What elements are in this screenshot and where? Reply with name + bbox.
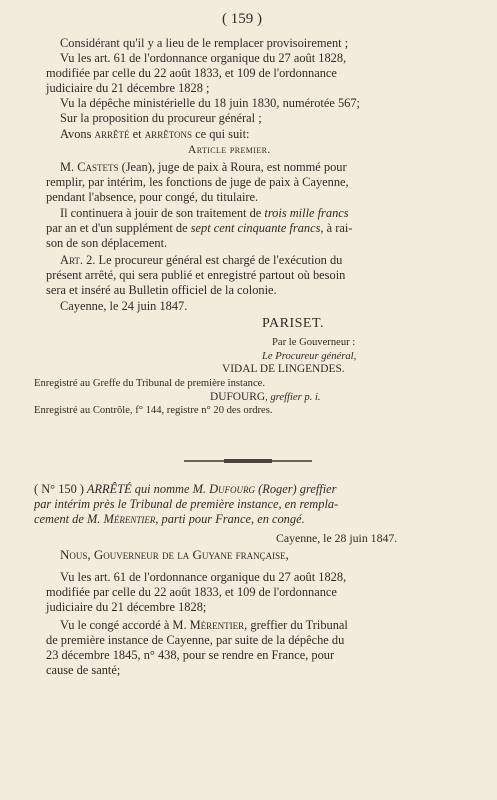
date-line: Cayenne, le 24 juin 1847. — [60, 299, 188, 313]
arrete-title: cement de M. Mérentier, parti pour France, en congé. — [34, 512, 305, 526]
text-line: Art. 2. Le procureur général est chargé de l'exécution du — [60, 253, 343, 267]
nous-line: Nous, Gouverneur de la Guyane française, — [60, 547, 289, 562]
text-line: Vu la dépêche ministérielle du 18 juin 1830, numérotée 567; — [60, 96, 360, 110]
arrete-title: ( N° 150 ) ARRÊTÉ qui nomme M. Dufourg (Roger) greffier — [34, 482, 337, 496]
enregistrement-controle: Enregistré au Contrôle, f° 144, registre n° 20 des ordres. — [34, 405, 273, 416]
text-line: judiciaire du 21 décembre 1828; — [46, 600, 207, 614]
text-line: judiciaire du 21 décembre 1828 ; — [46, 81, 210, 95]
text-line: de première instance de Cayenne, par suite de la dépêche du — [46, 633, 345, 647]
arrete-title: par intérim près le Tribunal de première instance, en rempla- — [34, 497, 339, 511]
date-line: Cayenne, le 28 juin 1847. — [276, 531, 398, 545]
enregistrement-greffe: Enregistré au Greffe du Tribunal de première instance. — [34, 378, 266, 389]
text-line: Il continuera à jouir de son traitement de trois mille francs — [60, 206, 349, 220]
page-number: ( 159 ) — [222, 11, 262, 27]
text-line: son de son déplacement. — [46, 236, 168, 250]
text-line: Sur la proposition du procureur général ; — [60, 111, 262, 125]
separator-rule — [184, 460, 312, 462]
text-line: sera et inséré au Bulletin officiel de la colonie. — [46, 283, 277, 297]
text-line: pendant l'absence, pour congé, du titulaire. — [46, 190, 259, 204]
par-gouverneur: Par le Gouverneur : — [272, 337, 356, 348]
article-heading: Article premier. — [188, 144, 271, 156]
text-line: remplir, par intérim, les fonctions de juge de paix à Cayenne, — [46, 175, 349, 189]
text-line: présent arrêté, qui sera publié et enregistré partout où besoin — [46, 268, 346, 282]
text-line: Vu les art. 61 de l'ordonnance organique du 27 août 1828, — [60, 570, 347, 584]
text-line: Vu les art. 61 de l'ordonnance organique du 27 août 1828, — [60, 51, 347, 65]
text-line: Vu le congé accordé à M. Mérentier, greffier du Tribunal — [60, 618, 348, 632]
text-line: cause de santé; — [46, 663, 121, 677]
text-line: M. Castets (Jean), juge de paix à Roura, est nommé pour — [60, 160, 347, 174]
text-line: modifiée par celle du 22 août 1833, et 109 de l'ordonnance — [46, 66, 337, 80]
text-line: Considérant qu'il y a lieu de le remplacer provisoirement ; — [60, 36, 349, 50]
greffier-line: DUFOURG, greffier p. i. — [210, 391, 321, 403]
text-line: par an et d'un supplément de sept cent cinquante francs, à rai- — [46, 221, 353, 235]
decision-line: Avons arrêté et arrêtons ce qui suit: — [60, 127, 250, 141]
procureur-name: VIDAL DE LINGENDES. — [222, 363, 345, 375]
text-line: modifiée par celle du 22 août 1833, et 109 de l'ordonnance — [46, 585, 337, 599]
text-line: 23 décembre 1845, n° 438, pour se rendre en France, pour — [46, 648, 335, 662]
procureur-title: Le Procureur général, — [262, 351, 357, 362]
signature: PARISET. — [262, 316, 324, 331]
